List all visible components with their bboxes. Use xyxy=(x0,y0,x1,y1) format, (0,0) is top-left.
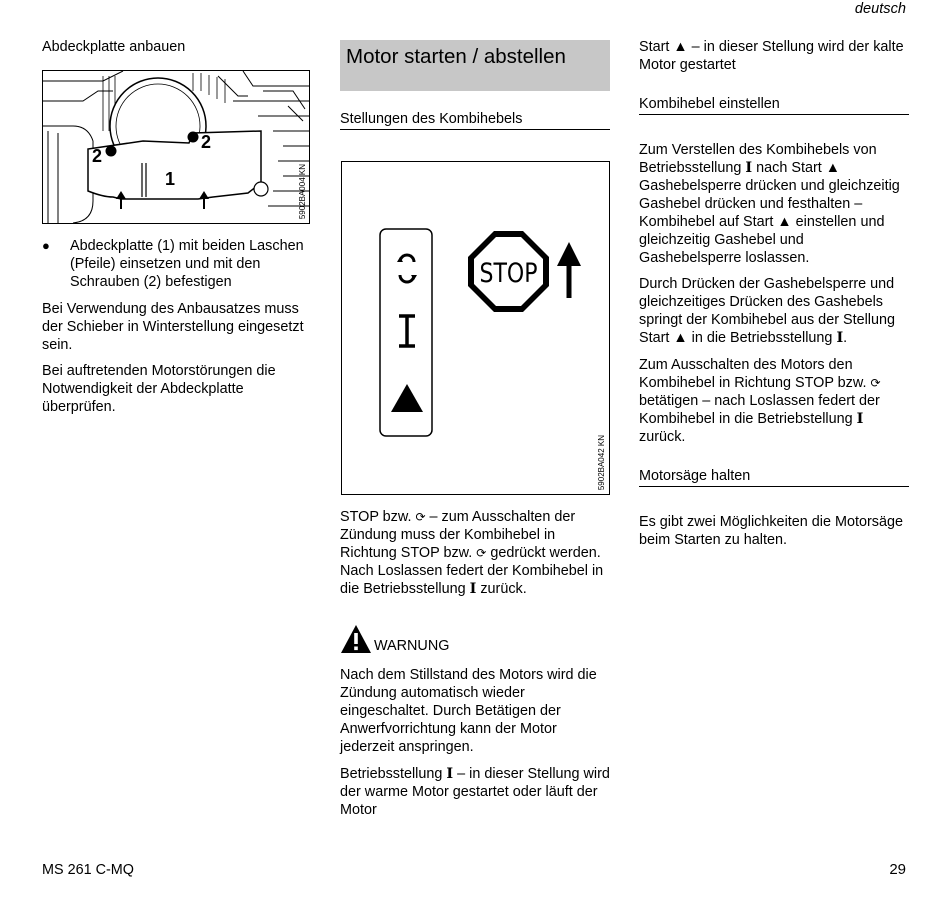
cover-plate-figure xyxy=(42,70,310,224)
start-triangle-icon: ▲ xyxy=(825,160,840,176)
text-fragment: bzw. xyxy=(378,509,416,525)
stop-symbol-icon: ⟳ xyxy=(415,510,426,524)
text-fragment: Zum Ausschalten des Motors den Kombihebel in Richtung xyxy=(639,357,853,391)
language-label: deutsch xyxy=(854,1,906,17)
text-fragment: Durch Drücken der Gashebelsperre und gleichzeitiges Drücken des Gashebels springt der Kombihebel aus der Stellung Start xyxy=(639,276,895,346)
run-symbol: I xyxy=(836,329,844,346)
set-lever-heading: Kombihebel einstellen xyxy=(639,95,909,115)
lever-positions-figure xyxy=(341,161,610,495)
text-fragment: – in dieser Stellung wird der warme Motor gestartet oder läuft der Motor xyxy=(340,766,610,818)
run-symbol: I xyxy=(745,159,753,176)
bullet-text: Abdeckplatte (1) mit beiden Laschen (Pfeile) einsetzen und mit den Schrauben (2) befestigen xyxy=(70,238,304,290)
warning-label: WARNUNG xyxy=(374,638,450,654)
switch-off-paragraph xyxy=(639,356,909,446)
cover-plate-drawing xyxy=(43,71,310,224)
start-triangle-icon: ▲ xyxy=(673,330,688,346)
section-title: Motor starten / abstellen xyxy=(346,45,566,68)
text-fragment: einstellen und gleichzeitig Gashebel und Gashebelsperre loslassen. xyxy=(639,214,885,266)
bullet-item xyxy=(42,237,310,291)
model-label: MS 261 C-MQ xyxy=(42,862,134,878)
text-fragment: bzw. xyxy=(439,545,477,561)
text-fragment: – in dieser Stellung wird der kalte Motor gestartet xyxy=(639,39,904,73)
run-symbol: I xyxy=(469,580,477,597)
run-symbol: I xyxy=(446,765,454,782)
callout-2-left: 2 xyxy=(92,146,103,166)
text-fragment: gedrückt werden. Nach Loslassen federt der Kombihebel in die Betriebsstellung xyxy=(340,545,604,597)
set-lever-paragraph xyxy=(639,141,909,267)
text-fragment: Zum Verstellen des Kombihebels von Betriebsstellung xyxy=(639,142,877,176)
cover-plate-heading: Abdeckplatte anbauen xyxy=(42,39,186,55)
text-fragment: betätigen – nach Loslassen federt der Kombihebel in die Betriebstellung xyxy=(639,393,880,427)
release-paragraph xyxy=(639,275,909,347)
run-position-paragraph xyxy=(340,765,612,819)
start-paragraph xyxy=(639,38,909,74)
hold-saw-paragraph: Es gibt zwei Möglichkeiten die Motorsäge beim Starten zu halten. xyxy=(639,514,903,548)
run-symbol: I xyxy=(856,410,864,427)
text-fragment: bzw. xyxy=(833,375,871,391)
warning-text: Nach dem Stillstand des Motors wird die Zündung automatisch wieder eingeschaltet. Durch Betätigen der Anwerfvorrichtung kann der Motor jederzeit anspringen. xyxy=(340,667,597,755)
text-fragment: – zum Ausschalten der Zündung muss der Kombihebel in Richtung xyxy=(340,509,576,561)
stop-sign-icon xyxy=(468,231,549,312)
hold-saw-heading: Motorsäge halten xyxy=(639,467,909,487)
callout-2-right: 2 xyxy=(201,132,212,152)
stop-word: STOP xyxy=(400,545,440,561)
page-number: 29 xyxy=(889,861,906,878)
text-fragment: . xyxy=(843,330,848,346)
text-fragment: Gashebelsperre drücken und gleichzeitig Gashebel drücken und festhalten – Kombihebel auf Start xyxy=(639,178,900,230)
bullet-icon: ● xyxy=(42,238,50,253)
paragraph-kit: Bei Verwendung des Anbausatzes muss der Schieber in Winterstellung eingesetzt sein. xyxy=(42,301,304,353)
lever-positions-heading: Stellungen des Kombihebels xyxy=(340,110,610,130)
callout-1: 1 xyxy=(165,169,176,189)
stop-paragraph xyxy=(340,508,612,598)
paragraph-faults: Bei auftretenden Motorstörungen die Notwendigkeit der Abdeckplatte überprüfen. xyxy=(42,363,276,415)
text-fragment: in die Betriebsstellung xyxy=(687,330,837,346)
lever-positions-drawing xyxy=(342,162,608,493)
up-arrow-icon xyxy=(557,242,581,298)
figure-id: 5902BA004 KN xyxy=(298,163,307,219)
warning-triangle-icon xyxy=(340,624,372,654)
warning-heading xyxy=(340,624,612,654)
figure-id: 5902BA042 KN xyxy=(597,434,606,490)
stop-symbol-icon: ⟳ xyxy=(870,376,881,390)
stop-sign-label: STOP xyxy=(479,258,538,289)
text-fragment: zurück. xyxy=(639,429,686,445)
stop-symbol-icon: ⟳ xyxy=(476,546,487,560)
run-position-word: Betriebsstellung xyxy=(340,766,443,782)
text-fragment: zurück. xyxy=(476,581,527,597)
start-word: Start xyxy=(639,39,670,55)
section-title-box xyxy=(340,40,610,91)
start-triangle-icon: ▲ xyxy=(777,214,792,230)
text-fragment: nach Start xyxy=(752,160,826,176)
stop-word: STOP xyxy=(795,375,834,391)
stop-word: STOP xyxy=(340,509,379,525)
start-triangle-icon: ▲ xyxy=(673,39,688,55)
